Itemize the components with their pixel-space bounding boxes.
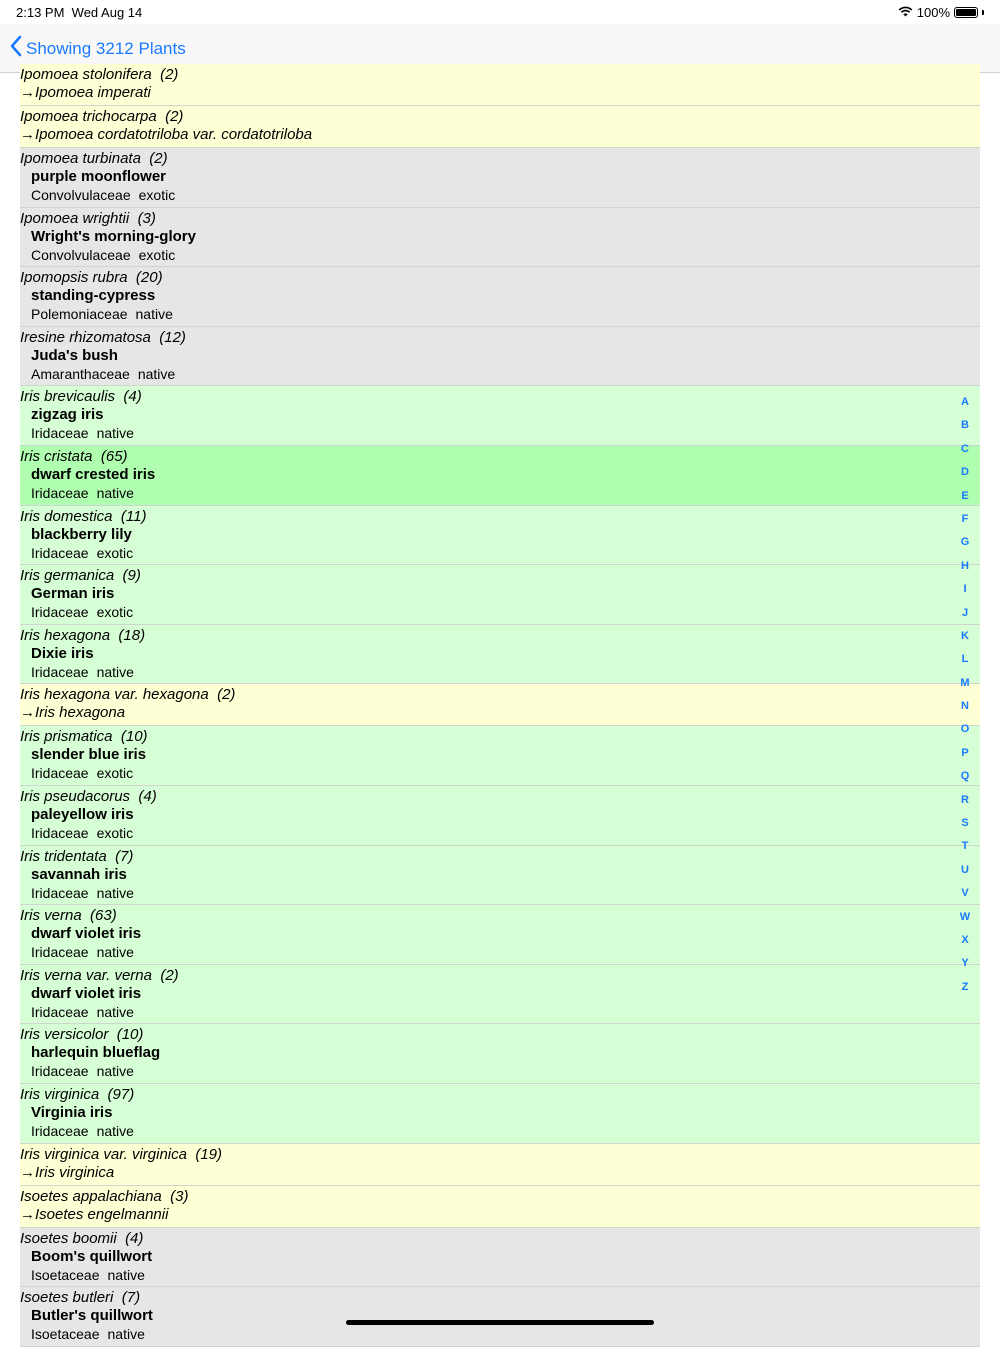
index-letter-i[interactable]: I <box>963 583 967 596</box>
family-name: Iridaceae <box>31 1122 89 1139</box>
nativity-status: exotic <box>138 246 176 263</box>
index-letter-q[interactable]: Q <box>960 770 970 783</box>
nativity-status: native <box>96 944 134 961</box>
index-letter-o[interactable]: O <box>960 723 970 736</box>
nativity-status: native <box>96 663 134 680</box>
index-letter-j[interactable]: J <box>961 606 969 619</box>
family-status <box>20 544 951 562</box>
common-name: harlequin blueflag <box>31 1044 161 1062</box>
family-status <box>20 484 951 502</box>
index-letter-m[interactable]: M <box>960 676 970 689</box>
scientific-name: Isoetes boomii (4) <box>20 1229 144 1247</box>
family-status <box>20 1062 951 1080</box>
scientific-name: Ipomoea wrightii (3) <box>20 209 156 227</box>
arrow-right-icon: → <box>20 84 35 101</box>
plant-row[interactable] <box>20 386 980 446</box>
common-name: dwarf crested iris <box>31 465 156 483</box>
family-status <box>20 764 951 782</box>
arrow-right-icon: → <box>20 1163 35 1181</box>
scientific-name: Iris hexagona var. hexagona (2) <box>20 686 236 704</box>
nativity-status: native <box>135 306 173 323</box>
plant-row[interactable] <box>20 726 980 786</box>
family-name: Convolvulaceae <box>31 246 131 263</box>
nativity-status: native <box>107 1326 145 1343</box>
redirect-target: →Iris hexagona <box>20 704 126 722</box>
family-status <box>20 824 951 842</box>
family-name: Iridaceae <box>31 824 89 841</box>
synonym-row[interactable] <box>20 1144 980 1186</box>
nativity-status: exotic <box>138 187 176 203</box>
index-letter-r[interactable]: R <box>961 793 969 806</box>
index-letter-x[interactable]: X <box>961 933 969 946</box>
status-right <box>898 5 984 20</box>
scientific-name: Iris hexagona (18) <box>20 626 146 644</box>
family-name: Iridaceae <box>31 884 89 901</box>
family-status <box>20 1266 951 1284</box>
scientific-name: Ipomoea trichocarpa (2) <box>20 108 184 125</box>
scientific-name: Iresine rhizomatosa (12) <box>20 328 186 346</box>
index-letter-z[interactable]: Z <box>961 980 969 993</box>
family-name: Isoetaceae <box>31 1326 100 1343</box>
family-name: Iridaceae <box>31 663 89 680</box>
index-letter-k[interactable]: K <box>961 629 969 642</box>
plant-row[interactable] <box>20 565 980 625</box>
scientific-name: Ipomoea turbinata (2) <box>20 150 168 167</box>
common-name: purple moonflower <box>31 168 166 185</box>
index-letter-u[interactable]: U <box>961 863 969 876</box>
index-letter-g[interactable]: G <box>960 536 970 549</box>
scientific-name: Iris cristata (65) <box>20 447 128 465</box>
plant-row[interactable] <box>20 846 980 906</box>
common-name: Wright's morning-glory <box>31 227 196 245</box>
common-name: Butler's quillwort <box>31 1307 153 1325</box>
plant-row[interactable] <box>20 965 980 1025</box>
arrow-right-icon: → <box>20 1205 35 1223</box>
arrow-right-icon: → <box>20 126 35 143</box>
common-name: Juda's bush <box>31 346 118 364</box>
scientific-name: Ipomopsis rubra (20) <box>20 269 163 287</box>
plant-row[interactable] <box>20 1024 980 1084</box>
family-name: Iridaceae <box>31 1063 89 1080</box>
nativity-status: native <box>96 1063 134 1080</box>
common-name: German iris <box>31 585 115 603</box>
status-time: 2:13 PM Wed Aug 14 <box>16 5 143 20</box>
common-name: dwarf violet iris <box>31 984 142 1002</box>
family-name: Polemoniaceae <box>31 306 128 323</box>
family-name: Iridaceae <box>31 765 89 782</box>
index-letter-e[interactable]: E <box>961 489 969 502</box>
nativity-status: native <box>96 425 134 442</box>
nativity-status: native <box>137 365 176 382</box>
scientific-name: Isoetes butleri (7) <box>20 1289 141 1307</box>
common-name: slender blue iris <box>31 746 147 764</box>
family-name: Iridaceae <box>31 1003 89 1020</box>
index-letter-h[interactable]: H <box>961 559 969 572</box>
family-status <box>20 246 951 264</box>
index-letter-s[interactable]: S <box>961 817 969 830</box>
arrow-right-icon: → <box>20 704 35 722</box>
plant-row[interactable] <box>20 327 980 387</box>
plant-row[interactable] <box>20 446 980 506</box>
scientific-name: Iris pseudacorus (4) <box>20 787 157 805</box>
status-bar <box>0 0 1000 24</box>
wifi-icon <box>898 5 913 20</box>
back-button[interactable] <box>10 36 186 61</box>
family-name: Iridaceae <box>31 604 89 621</box>
scientific-name: Iris prismatica (10) <box>20 728 148 746</box>
plant-row[interactable] <box>20 1228 980 1288</box>
synonym-row[interactable] <box>20 64 980 106</box>
nativity-status: native <box>96 1122 134 1139</box>
index-letter-t[interactable]: T <box>961 840 969 853</box>
redirect-target: →Iris virginica <box>20 1163 115 1181</box>
plant-row[interactable] <box>20 506 980 566</box>
family-status <box>20 1325 951 1343</box>
scientific-name: Iris verna var. verna (2) <box>20 966 179 984</box>
index-letter-a[interactable]: A <box>961 396 969 408</box>
nativity-status: native <box>96 484 134 501</box>
index-letter-n[interactable]: N <box>961 700 969 713</box>
battery-tip <box>982 10 984 15</box>
index-letter-l[interactable]: L <box>961 653 969 666</box>
plant-row[interactable] <box>20 1084 980 1144</box>
common-name: dwarf violet iris <box>31 925 142 943</box>
scientific-name: Iris versicolor (10) <box>20 1026 144 1044</box>
home-indicator[interactable] <box>346 1320 654 1325</box>
family-name: Convolvulaceae <box>31 187 131 203</box>
scientific-name: Iris tridentata (7) <box>20 847 134 865</box>
index-letter-y[interactable]: Y <box>961 957 969 970</box>
synonym-row[interactable] <box>20 684 980 726</box>
index-letter-w[interactable]: W <box>959 910 971 923</box>
scientific-name: Iris virginica (97) <box>20 1085 135 1103</box>
common-name: Dixie iris <box>31 644 94 662</box>
index-letter-b[interactable]: B <box>961 419 969 432</box>
family-status <box>20 365 951 383</box>
family-status <box>20 1003 951 1021</box>
family-status <box>20 186 951 204</box>
common-name: Virginia iris <box>31 1103 113 1121</box>
index-letter-v[interactable]: V <box>961 887 969 900</box>
nativity-status: native <box>107 1266 145 1283</box>
index-letter-p[interactable]: P <box>961 746 969 759</box>
battery-icon <box>954 7 978 18</box>
synonym-row[interactable] <box>20 1186 980 1228</box>
nativity-status: exotic <box>96 765 134 782</box>
family-name: Amaranthaceae <box>31 365 130 382</box>
family-name: Iridaceae <box>31 484 89 501</box>
common-name: blackberry lily <box>31 525 132 543</box>
scientific-name: Iris brevicaulis (4) <box>20 388 142 406</box>
family-status <box>20 943 951 961</box>
family-status <box>20 305 951 323</box>
nativity-status: exotic <box>96 824 134 841</box>
scientific-name: Iris domestica (11) <box>20 507 147 525</box>
scientific-name: Iris verna (63) <box>20 907 117 925</box>
redirect-target: →Isoetes engelmannii <box>20 1205 169 1223</box>
family-name: Iridaceae <box>31 944 89 961</box>
back-button-label: Showing 3212 Plants <box>26 38 186 58</box>
chevron-left-icon <box>10 36 26 61</box>
plant-row[interactable] <box>20 1287 980 1347</box>
battery-percent: 100% <box>916 5 950 20</box>
synonym-row[interactable] <box>20 106 980 148</box>
common-name: standing-cypress <box>31 287 156 305</box>
redirect-target: →Ipomoea imperati <box>20 84 151 101</box>
index-letter-c[interactable]: C <box>961 442 969 455</box>
nativity-status: exotic <box>96 604 134 621</box>
plant-row[interactable] <box>20 625 980 685</box>
family-name: Iridaceae <box>31 425 89 442</box>
nativity-status: native <box>96 884 134 901</box>
family-status <box>20 603 951 621</box>
plant-list-content <box>20 64 980 1347</box>
plant-row[interactable] <box>20 905 980 965</box>
common-name: zigzag iris <box>31 406 104 424</box>
scientific-name: Isoetes appalachiana (3) <box>20 1187 189 1205</box>
plant-row[interactable] <box>20 208 980 268</box>
index-letter-f[interactable]: F <box>961 512 969 525</box>
common-name: savannah iris <box>31 865 127 883</box>
alphabet-index[interactable] <box>952 390 978 998</box>
common-name: Boom's quillwort <box>31 1247 153 1265</box>
nativity-status: native <box>96 1003 134 1020</box>
scientific-name: Iris virginica var. virginica (19) <box>20 1145 223 1163</box>
family-name: Iridaceae <box>31 544 89 561</box>
family-name: Isoetaceae <box>31 1266 100 1283</box>
scientific-name: Ipomoea stolonifera (2) <box>20 66 179 83</box>
family-status <box>20 1122 951 1140</box>
plant-row[interactable] <box>20 786 980 846</box>
plant-row[interactable] <box>20 148 980 208</box>
family-status <box>20 663 951 681</box>
index-letter-d[interactable]: D <box>961 466 969 479</box>
redirect-target: →Ipomoea cordatotriloba var. cordatotriloba <box>20 126 313 143</box>
scientific-name: Iris germanica (9) <box>20 567 141 585</box>
plant-row[interactable] <box>20 267 980 327</box>
family-status <box>20 424 951 442</box>
common-name: paleyellow iris <box>31 805 134 823</box>
plant-list[interactable] <box>20 66 980 1343</box>
family-status <box>20 884 951 902</box>
nativity-status: exotic <box>96 544 134 561</box>
